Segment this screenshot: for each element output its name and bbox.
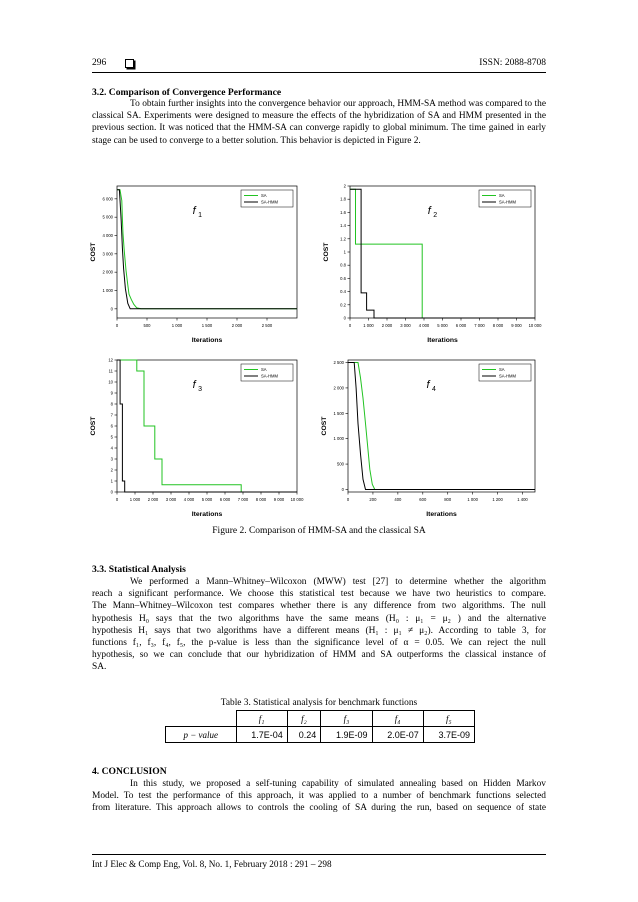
page-number: 296: [92, 58, 107, 68]
y-tick-label: 0: [343, 315, 346, 321]
y-tick-label: 4 000: [102, 233, 113, 238]
table-cell: 1.9E-09: [321, 727, 372, 743]
y-tick-label: 500: [337, 461, 344, 467]
header-rule: [92, 72, 546, 73]
chart-f1: [85, 178, 305, 346]
y-tick-label: 1.4: [340, 223, 346, 229]
table-3-caption: Table 3. Statistical analysis for benchmark functions: [220, 698, 418, 708]
x-tick-label: 500: [143, 323, 151, 328]
y-tick-label: 1.2: [340, 236, 346, 242]
s4-line: Model. To test the performance of this approach, it was applied to a number of benchmark functions selected: [92, 791, 546, 802]
x-tick-label: 9 000: [511, 323, 522, 328]
section-33-paragraph: [92, 576, 546, 674]
y-tick-label: 6 000: [102, 196, 113, 202]
s33-line: We performed a Mann–Whitney–Wilcoxon (MWW) test [27] to determine whether the algorithm: [130, 577, 546, 587]
table-header: f₃: [321, 711, 372, 727]
chart-f4: [312, 352, 543, 520]
chart-f3: [85, 352, 305, 520]
x-tick-label: 200: [369, 497, 377, 502]
section-33-heading: 3.3. Statistical Analysis: [92, 564, 186, 575]
figure-2-caption: Figure 2. Comparison of HMM-SA and the classical SA: [212, 526, 426, 536]
y-tick-label: 2: [343, 183, 346, 189]
footer-rule: [92, 854, 546, 855]
legend-label: SA: [499, 367, 505, 372]
x-tick-label: 1 000: [129, 497, 141, 502]
x-tick-label: 6 000: [455, 323, 467, 328]
x-tick-label: 2 500: [261, 323, 273, 328]
s33-line: functions f₁, f₃, f₄, f₅, the p-value is less than the significance level of α = 0.05. We can reject the null: [92, 638, 546, 649]
section-32-text: To obtain further insights into the convergence behavior our approach, HMM-SA method was compared to the classical SA. Experiments were designed to measure the effects of the hybridization of SA and HMM presented in the previous section. It was noticed that the HMM-SA can converge rapidly to global minimum. The time gained in early stage can be used to converge to a better solution. This behavior is depicted in Figure 2.: [92, 99, 546, 146]
y-tick-label: 2 000: [102, 269, 113, 275]
x-tick-label: 600: [419, 497, 427, 502]
s33-line: hypothesis H₁ says that two algorithms have a different means (H₁ : μ₁ ≠ μ₂). According to table 3, for: [92, 625, 546, 636]
panel-label-subscript: 4: [432, 386, 436, 393]
y-tick-label: 1 000: [102, 288, 113, 293]
table-corner: [166, 711, 237, 727]
panel-label: f: [192, 205, 196, 217]
s33-line: hypothesis, so we can conclude that our hybridization of HMM and SA outperforms the classical instance of: [92, 650, 546, 661]
s33-line: The Mann–Whitney–Wilcoxon test compares whether there is any difference from two algorithms. The null: [92, 601, 546, 612]
legend-label: SA: [499, 193, 505, 198]
y-axis-label: COST: [321, 416, 328, 436]
table-row: [166, 727, 475, 743]
s4-line: from literature. This approach allows to controls the cooling of SA during the run, based on sequence of state: [92, 803, 546, 814]
y-tick-label: 2 500: [333, 360, 344, 366]
y-axis-label: COST: [90, 416, 97, 436]
panel-label: f: [427, 205, 431, 217]
table-header: f₁: [236, 711, 287, 727]
x-tick-label: 3 000: [400, 323, 411, 328]
panel-label-subscript: 3: [198, 386, 203, 393]
y-tick-label: 6: [110, 423, 113, 429]
y-tick-label: 0.2: [340, 302, 346, 308]
y-tick-label: 0: [110, 489, 113, 495]
table-cell: 3.7E-09: [423, 727, 474, 743]
y-tick-label: 3: [110, 456, 113, 462]
y-axis-label: COST: [90, 242, 97, 262]
legend-label: SA-HMM: [499, 199, 516, 205]
legend-label: SA-HMM: [261, 373, 278, 379]
x-axis-label: Iterations: [191, 511, 223, 518]
table-cell: 0.24: [287, 727, 321, 743]
x-tick-label: 2 000: [381, 323, 393, 328]
x-tick-label: 10 000: [528, 323, 542, 328]
x-tick-label: 0: [115, 323, 119, 328]
x-tick-label: 9 000: [273, 497, 285, 502]
x-tick-label: 10 000: [290, 497, 304, 502]
x-tick-label: 7 000: [474, 323, 485, 328]
x-tick-label: 2 000: [147, 497, 159, 502]
y-tick-label: 12: [108, 357, 113, 363]
y-tick-label: 0.8: [340, 262, 346, 268]
x-tick-label: 3 000: [165, 497, 177, 502]
x-tick-label: 8 000: [492, 323, 504, 328]
y-tick-label: 9: [110, 390, 113, 396]
table-header-row: [166, 711, 475, 727]
x-tick-label: 1 000: [363, 323, 374, 328]
y-tick-label: 5: [110, 434, 113, 440]
y-tick-label: 2 000: [333, 385, 344, 391]
y-tick-label: 1 500: [333, 410, 344, 416]
y-tick-label: 0.6: [340, 275, 346, 281]
table-header: f₅: [423, 711, 474, 727]
table-cell: 1.7E-04: [236, 727, 287, 743]
x-tick-label: 0: [346, 497, 350, 502]
legend-label: SA: [261, 367, 267, 372]
y-tick-label: 2: [110, 467, 113, 473]
s33-line: hypothesis H₀ says that the two algorithms have the same means (H₀ : μ₁ = μ₂ ) and the alternative: [92, 613, 546, 624]
x-tick-label: 8 000: [255, 497, 267, 502]
x-axis-label: Iterations: [426, 511, 457, 518]
y-axis-label: COST: [323, 242, 330, 262]
x-tick-label: 7 000: [237, 497, 249, 502]
x-tick-label: 400: [394, 497, 402, 502]
x-tick-label: 5 000: [201, 497, 213, 502]
s33-line: reach a significant performance. We choose this statistical test because we have two heuristics to compare.: [92, 589, 546, 600]
y-tick-label: 1 000: [333, 436, 344, 442]
x-tick-label: 0: [348, 323, 352, 328]
x-tick-label: 2 000: [231, 323, 243, 328]
table-row-label: p − value: [166, 727, 237, 743]
y-tick-label: 1: [110, 478, 113, 484]
x-tick-label: 1 000: [467, 497, 478, 502]
section-32-paragraph: [92, 98, 546, 147]
s33-line: SA.: [92, 662, 107, 673]
y-tick-label: 3 000: [102, 251, 113, 257]
x-tick-label: 0: [115, 497, 119, 502]
x-tick-label: 4 000: [183, 497, 195, 502]
x-tick-label: 1 200: [492, 497, 503, 502]
x-tick-label: 1 000: [171, 323, 183, 328]
x-tick-label: 5 000: [437, 323, 448, 328]
x-axis-label: Iterations: [191, 337, 223, 344]
chart-f2: [318, 178, 543, 346]
y-tick-label: 1.6: [340, 209, 346, 215]
y-tick-label: 1.8: [340, 196, 346, 202]
legend-label: SA-HMM: [261, 199, 278, 205]
panel-label: f: [426, 379, 430, 391]
x-axis-label: Iterations: [427, 337, 458, 344]
panel-label-subscript: 2: [433, 212, 438, 219]
y-tick-label: 10: [108, 379, 113, 385]
header-box-icon: [125, 59, 134, 68]
panel-label-subscript: 1: [198, 212, 203, 219]
section-4-heading: 4. CONCLUSION: [92, 766, 167, 777]
x-tick-label: 1 400: [517, 497, 528, 502]
y-tick-label: 11: [108, 368, 113, 374]
footer-citation: Int J Elec & Comp Eng, Vol. 8, No. 1, February 2018 : 291 – 298: [92, 859, 332, 869]
legend-label: SA-HMM: [499, 373, 516, 379]
panel-label: f: [192, 379, 196, 391]
table-header: f₂: [287, 711, 321, 727]
journal-issn: ISSN: 2088-8708: [479, 58, 546, 68]
section-32-heading: 3.2. Comparison of Convergence Performance: [92, 87, 282, 98]
x-tick-label: 4 000: [418, 323, 430, 328]
x-tick-label: 800: [444, 497, 452, 502]
y-tick-label: 5 000: [102, 214, 113, 220]
y-tick-label: 0: [110, 306, 113, 312]
y-tick-label: 7: [110, 412, 113, 418]
table-cell: 2.0E-07: [372, 727, 423, 743]
y-tick-label: 8: [110, 401, 113, 407]
s4-line: In this study, we proposed a self-tuning capability of simulated annealing based on Hidden Markov: [130, 779, 546, 789]
section-4-paragraph: [92, 778, 546, 815]
x-tick-label: 6 000: [219, 497, 231, 502]
table-3: [165, 710, 475, 743]
y-tick-label: 0: [341, 486, 344, 492]
table-header: f₄: [372, 711, 423, 727]
y-tick-label: 1: [343, 249, 346, 255]
y-tick-label: 4: [110, 445, 113, 451]
legend-label: SA: [261, 193, 267, 198]
y-tick-label: 0.4: [340, 289, 346, 295]
x-tick-label: 1 500: [201, 323, 213, 328]
